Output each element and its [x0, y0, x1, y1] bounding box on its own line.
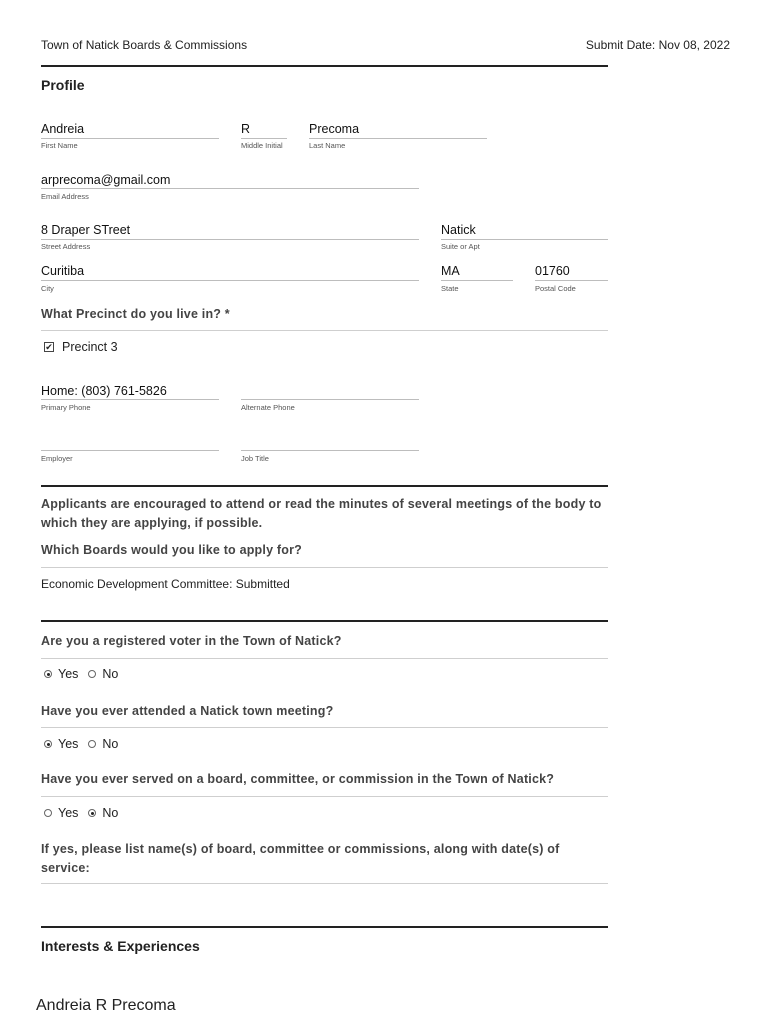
precinct-option [44, 340, 118, 354]
street-address-caption: Street Address [41, 242, 91, 251]
primary-phone-caption: Primary Phone [41, 403, 91, 412]
postal-code-caption: Postal Code [535, 284, 576, 293]
service-list-question: If yes, please list name(s) of board, committee or commissions, along with date(s) of service: [41, 842, 560, 875]
town-meeting-options [44, 737, 118, 751]
divider [41, 796, 608, 797]
job-title-underline [241, 450, 419, 451]
middle-initial-caption: Middle Initial [241, 141, 283, 150]
city-caption: City [41, 284, 54, 293]
suite-caption: Suite or Apt [441, 242, 480, 251]
divider [41, 883, 608, 884]
no-label: No [102, 806, 119, 820]
yes-label: Yes [58, 737, 79, 751]
served-board-question: Have you ever served on a board, committee, or commission in the Town of Natick? [41, 772, 555, 786]
precinct-option-label: Precinct 3 [62, 340, 118, 354]
divider [41, 658, 608, 659]
middle-initial-underline [241, 138, 287, 139]
radio-unselected-icon[interactable] [88, 740, 96, 748]
postal-code-value: 01760 [535, 264, 570, 278]
street-address-value: 8 Draper STreet [41, 223, 131, 237]
checkbox-checked-icon[interactable]: ✔ [45, 342, 53, 352]
first-name-underline [41, 138, 219, 139]
no-label: No [102, 667, 119, 681]
radio-unselected-icon[interactable] [88, 670, 96, 678]
precinct-question: What Precinct do you live in? * [41, 307, 230, 321]
first-name-value: Andreia [41, 122, 85, 136]
registered-voter-options [44, 667, 118, 681]
city-value: Curitiba [41, 264, 85, 278]
profile-section-title: Profile [41, 77, 85, 93]
radio-selected-icon[interactable] [44, 740, 52, 748]
interests-section-title: Interests & Experiences [41, 938, 200, 954]
boards-notice: Applicants are encouraged to attend or read the minutes of several meetings of the body to which they are applying, if possible. [41, 497, 602, 530]
served-board-options [44, 806, 118, 820]
submit-date: Submit Date: Nov 08, 2022 [585, 38, 730, 52]
divider [41, 567, 608, 568]
radio-selected-icon[interactable] [88, 809, 96, 817]
yes-label: Yes [58, 667, 79, 681]
suite-value: Natick [441, 223, 476, 237]
email-caption: Email Address [41, 192, 89, 201]
state-underline [441, 280, 513, 281]
email-underline [41, 188, 419, 189]
alternate-phone-caption: Alternate Phone [241, 403, 295, 412]
last-name-underline [309, 138, 487, 139]
last-name-caption: Last Name [309, 141, 346, 150]
organization-title: Town of Natick Boards & Commissions [41, 38, 248, 52]
divider [41, 485, 608, 487]
employer-underline [41, 450, 219, 451]
first-name-caption: First Name [41, 141, 78, 150]
email-value: arprecoma@gmail.com [41, 173, 171, 187]
divider [41, 727, 608, 728]
last-name-value: Precoma [309, 122, 360, 136]
middle-initial-value: R [241, 122, 251, 136]
job-title-caption: Job Title [241, 454, 269, 463]
applicant-name-footer: Andreia R Precoma [36, 997, 176, 1014]
yes-label: Yes [58, 806, 79, 820]
alternate-phone-underline [241, 399, 419, 400]
boards-answer: Economic Development Committee: Submitted [41, 577, 290, 591]
state-caption: State [441, 284, 459, 293]
registered-voter-question: Are you a registered voter in the Town of Natick? [41, 634, 342, 648]
town-meeting-question: Have you ever attended a Natick town meeting? [41, 704, 334, 718]
primary-phone-underline [41, 399, 219, 400]
boards-question: Which Boards would you like to apply for? [41, 543, 302, 557]
radio-unselected-icon[interactable] [44, 809, 52, 817]
city-underline [41, 280, 419, 281]
radio-selected-icon[interactable] [44, 670, 52, 678]
suite-underline [441, 239, 608, 240]
divider [41, 620, 608, 622]
divider [41, 330, 608, 331]
employer-caption: Employer [41, 454, 73, 463]
no-label: No [102, 737, 119, 751]
street-address-underline [41, 239, 419, 240]
postal-code-underline [535, 280, 608, 281]
divider [41, 65, 608, 67]
primary-phone-value: Home: (803) 761-5826 [41, 384, 167, 398]
divider [41, 926, 608, 928]
state-value: MA [441, 264, 460, 278]
